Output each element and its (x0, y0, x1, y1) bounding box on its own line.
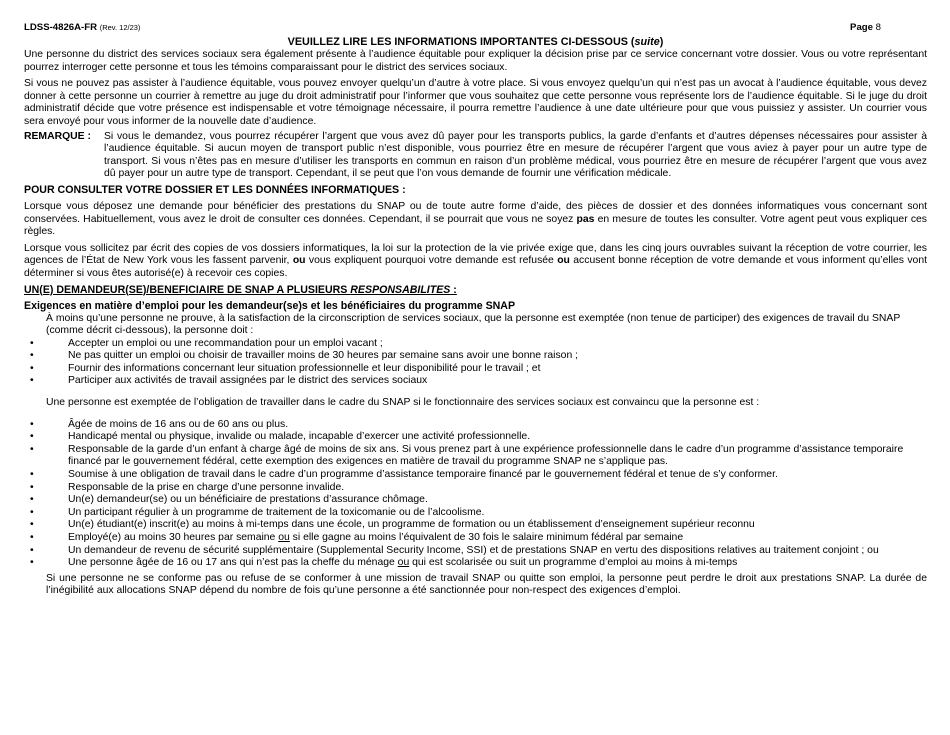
list-item (24, 338, 927, 351)
duty-text: Ne pas quitter un emploi ou choisir de travailler moins de 30 heures par semaine sans avoir une bonne raison ; (68, 350, 579, 362)
title-main: VEUILLEZ LIRE LES INFORMATIONS IMPORTANTES CI-DESSOUS ( (287, 36, 635, 48)
duty-text: Fournir des informations concernant leur situation professionnelle et leur disponibilité pour le travail ; et (68, 362, 541, 374)
remark-text: Si vous le demandez, vous pourrez récupérer l’argent que vous avez dû payer pour les transports publics, la garde d’enfants et d’autres dépenses nécessaires pour assister à l’audience équitable. Si aucun moyen de transport public n’est disponible, vous pourriez être en mesure de récupérer l’argent que vous aviez à payer pour un autre type de transport. Si vous n’êtes pas en mesure d’utiliser les transports en commun en raison d’un problème médical, vous pourriez être en mesure de récupérer l’argent que vous avez dû payer pour un autre type de transport. Cependant, il se peut que l’on vous demande de fournir une vérification médicale. (104, 130, 927, 180)
closing-paragraph: Si une personne ne se conforme pas ou refuse de se conformer à une mission de travail SNAP ou quitte son emploi, la personne peut perdre le droit aux prestations SNAP. La durée de l’inégibilité aux allocations SNAP dépend du nombre de fois qu’une personne a été sanctionnée pour non-respect des exigences d’emploi. (46, 572, 927, 597)
duty-text: Participer aux activités de travail assignées par le district des services sociaux (68, 375, 428, 387)
age-ou: ou (397, 557, 410, 569)
exemption-text: Un(e) étudiant(e) inscrit(e) au moins à mi-temps dans une école, un programme de formation ou un établissement d’enseignement supérieur reconnu (68, 519, 755, 531)
exemption-text: Handicapé mental ou physique, invalide ou malade, incapable d’exercer une activité professionnelle. (68, 431, 531, 443)
exemption-text: Responsable de la garde d’un enfant à charge âgé de moins de six ans. Si vous prenez part à une expérience professionnelle dans le cadre d’un programme d’assistance temporaire financé par le gouvernement fédéral, cette exemption des exigences en matière de travail du programme SNAP ne s’applique pas. (68, 443, 904, 468)
consult-heading: POUR CONSULTER VOTRE DOSSIER ET LES DONNÉES INFORMATIQUES : (24, 183, 406, 196)
bullet-icon: • (30, 350, 34, 362)
age-a: Une personne âgée de 16 ou 17 ans qui n’est pas la cheffe du ménage (68, 557, 398, 569)
bullet-icon: • (30, 443, 34, 455)
list-item (24, 469, 927, 482)
exemption-text: Un participant régulier à un programme de traitement de la toxicomanie ou de l’alcoolisme. (68, 506, 485, 518)
list-item (24, 482, 927, 495)
exemption-text: Responsable de la prise en charge d’une personne invalide. (68, 481, 345, 493)
employed-a: Employé(e) au moins 30 heures par semaine (68, 532, 279, 543)
exemption-text: Âgée de moins de 16 ans ou de 60 ans ou plus. (68, 418, 289, 430)
list-item (24, 494, 927, 507)
form-id (24, 22, 140, 33)
bullet-icon: • (30, 544, 34, 556)
form-id-text: LDSS-4826A-FR (24, 22, 98, 33)
snap-intro: À moins qu’une personne ne prouve, à la satisfaction de la circonscription de services sociaux, que la personne est exemptée (non tenue de participer) des exigences de travail du SNAP (comme décrit ci-dessous), la personne doit : (46, 312, 901, 337)
employed-ou: ou (278, 532, 290, 543)
bullet-icon: • (30, 532, 34, 543)
list-item (24, 350, 927, 363)
snap-heading-b: : (450, 283, 457, 296)
title-close: ) (659, 36, 664, 48)
consult-p1-bold: pas (576, 213, 595, 225)
list-item (24, 532, 927, 545)
list-item (24, 363, 927, 376)
consult-paragraph-1 (24, 201, 927, 239)
list-item (24, 545, 927, 558)
page-number-value: 8 (875, 22, 881, 33)
list-item (24, 375, 927, 388)
duties-list (24, 338, 927, 388)
duty-text: Accepter un emploi ou une recommandation pour un emploi vacant ; (68, 337, 383, 349)
exemption-text: Soumise à une obligation de travail dans le cadre d’un programme d’assistance temporaire financé par le gouvernement fédéral et tenue de s’y conformer. (68, 469, 778, 481)
list-item (24, 419, 927, 432)
bullet-icon: • (30, 337, 34, 349)
consult-p2-a: Lorsque vous sollicitez par écrit des copies de vos dossiers informatiques, la loi sur la protection de la vie privée exige que, dans les cinq jours ouvrables suivant la réception de votre courrier, les agences de l’État de New York vous les fassent parvenir, (24, 242, 927, 267)
exemptions-list (24, 419, 927, 570)
consult-paragraph-2 (24, 243, 927, 281)
page-header (24, 20, 927, 36)
remark-label: REMARQUE : (24, 130, 91, 142)
bullet-icon: • (30, 362, 34, 374)
revision: (Rev. 12/23) (99, 23, 141, 32)
list-item (24, 431, 927, 444)
bullet-icon: • (30, 418, 34, 430)
consult-p1-b: en mesure de toutes les consulter. Votre agent peut vous expliquer ces règles. (24, 213, 927, 238)
consult-p1-a: Lorsque vous déposez une demande pour bénéficier des prestations du SNAP ou de toute autre forme d’aide, des pièces de dossier et des données informatiques vous concernant sont conservées. Habituellement, vous avez le droit de consulter ces données. Cependant, il se pourrait que vous ne soyez (24, 200, 927, 225)
consult-p2-b: vous expliquent pourquoi votre demande est refusée (305, 255, 558, 267)
page-label: Page (850, 22, 873, 33)
list-item (24, 444, 927, 469)
snap-heading (24, 284, 927, 297)
ssi-text: Un demandeur de revenu de sécurité supplémentaire (Supplemental Security Income, SSI) et de prestations SNAP en vertu des dispositions relatives au traitement conjoint ; ou (68, 544, 879, 556)
intro-paragraph-2: Si vous ne pouvez pas assister à l’audience équitable, vous pouvez envoyer quelqu’un d’autre à votre place. Si vous envoyez quelqu’un qui n’est pas un avocat à l’audience équitable, vous devez donner à cette personne un courrier à remettre au juge du droit administratif pour l’informer que vous souhaitez que cette personne vous représente lors de l’audience équitable. Si le juge du droit administratif décide que votre présence est indispensable et votre témoignage nécessaire, il pourra remettre l’audience à une date ultérieure pour que vous puissiez y assister. Un courrier vous sera envoyé pour vous informer de la nouvelle date d’audience. (24, 78, 927, 127)
snap-subheading: Exigences en matière d’emploi pour les demandeur(se)s et les bénéficiaires du programme SNAP (24, 299, 516, 312)
bullet-icon: • (30, 431, 34, 443)
list-item (24, 507, 927, 520)
age-b: qui est scolarisée ou suit un programme d’emploi au moins à mi-temps (409, 557, 738, 569)
employed-b: si elle gagne au moins l’équivalent de 30 fois le salaire minimum fédéral par semaine (289, 532, 684, 543)
bullet-icon: • (30, 469, 34, 481)
consult-p2-c: accusent bonne réception de votre demande et vous informent qu’elles vont déterminer si vous êtes autorisé(e) à recevoir ces copies. (24, 255, 927, 279)
bullet-icon: • (30, 375, 34, 387)
page-number (850, 22, 881, 33)
snap-heading-italic: RESPONSABILITES (350, 283, 451, 296)
list-item (24, 557, 927, 570)
document-page (24, 20, 927, 598)
exempt-intro: Une personne est exemptée de l’obligation de travailler dans le cadre du SNAP si le fonctionnaire des services sociaux est convaincu que la personne est : (46, 397, 760, 409)
bullet-icon: • (30, 494, 34, 506)
bullet-icon: • (30, 557, 34, 569)
consult-p2-ou1: ou (292, 255, 306, 267)
title-italic: suite (634, 36, 660, 48)
bullet-icon: • (30, 506, 34, 518)
page-title (24, 36, 927, 49)
exemption-text: Un(e) demandeur(se) ou un bénéficiaire de prestations d’assurance chômage. (68, 494, 428, 506)
consult-p2-ou2: ou (557, 255, 570, 267)
intro-paragraph-1: Une personne du district des services sociaux sera également présente à l’audience équitable pour expliquer la décision prise par ce service concernant votre dossier. Vous ou votre représentant pourrez interroger cette personne et tous les témoins comparaissant pour le district des services sociaux. (24, 49, 927, 73)
snap-heading-a: UN(E) DEMANDEUR(SE)/BENEFICIAIRE DE SNAP A PLUSIEURS (24, 283, 351, 296)
remark-block (24, 131, 927, 181)
bullet-icon: • (30, 481, 34, 493)
bullet-icon: • (30, 519, 34, 531)
list-item (24, 519, 927, 532)
